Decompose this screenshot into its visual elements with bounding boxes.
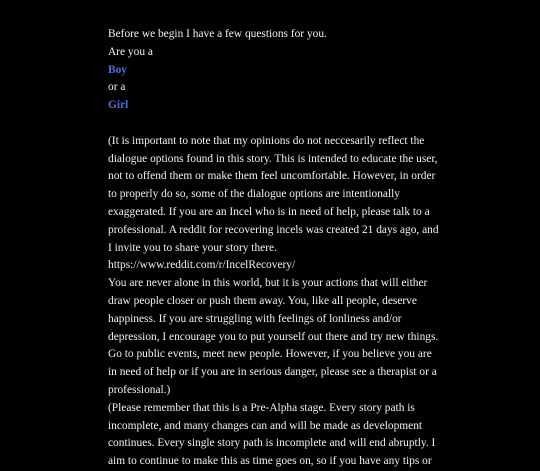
choice-boy-link[interactable]: Boy — [108, 63, 127, 76]
prealpha-note-paragraph: (Please remember that this is a Pre-Alpha stage. Every story path is incomplete, and many changes can and will be made as development continues. Every single story path is incomplete and will end abruptly. I aim to continue to make this as time goes on, so if you have any tips or — [108, 401, 436, 468]
blank-line — [108, 115, 440, 133]
or-line: or a — [108, 81, 126, 94]
choice-girl-link[interactable]: Girl — [108, 99, 129, 112]
intro-line: Before we begin I have a few questions for you. — [108, 28, 327, 40]
encouragement-paragraph: You are never alone in this world, but it is your actions that will either draw people closer or push them away. You, like all people, deserve happiness. If you are struggling with feelings of lonliness and/or depression, I encourage you to put yourself out there and try new things. Go to public events, meet new people. However, if you believe you are in need of help or if you are in serious danger, please see a therapist or a professional.) — [108, 277, 439, 396]
story-passage — [108, 26, 440, 471]
question-line: Are you a — [108, 45, 153, 58]
disclaimer-paragraph: (It is important to note that my opinions do not neccesarily reflect the dialogue options found in this story. This is intended to educate the user, not to offend them or make them feel uncomfortable. However, in order to properly do so, some of the dialogue options are intentionally exaggerated. If you are an Incel who is in need of help, please talk to a professional. A reddit for recovering incels was created 21 days ago, and I invite you to share your story there. — [108, 134, 439, 254]
reddit-url-text: https://www.reddit.com/r/IncelRecovery/ — [108, 259, 296, 272]
